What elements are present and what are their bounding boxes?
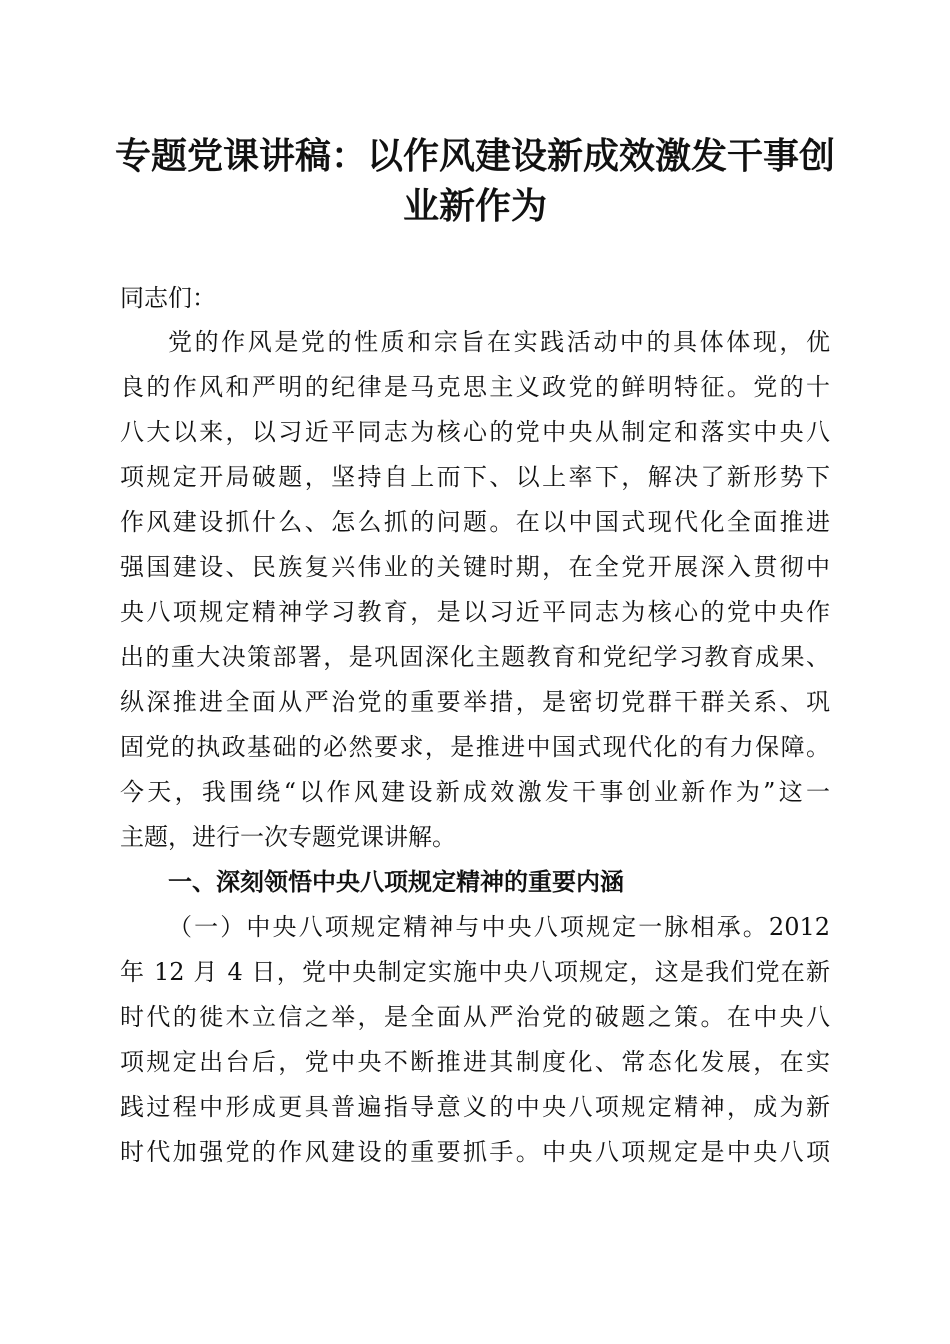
paragraph-line: 年 12 月 4 日，党中央制定实施中央八项规定，这是我们党在新 xyxy=(120,958,830,986)
section-heading: 一、深刻领悟中央八项规定精神的重要内涵 xyxy=(168,868,624,896)
paragraph-line: （一）中央八项规定精神与中央八项规定一脉相承。2012 xyxy=(168,913,830,941)
paragraph-line: 作风建设抓什么、怎么抓的问题。在以中国式现代化全面推进 xyxy=(120,508,830,536)
paragraph-line: 良的作风和严明的纪律是马克思主义政党的鲜明特征。党的十 xyxy=(120,373,830,401)
paragraph-line: 项规定开局破题，坚持自上而下、以上率下，解决了新形势下 xyxy=(120,463,830,491)
paragraph-line: 央八项规定精神学习教育，是以习近平同志为核心的党中央作 xyxy=(120,598,830,626)
salutation: 同志们： xyxy=(120,284,216,312)
document-title-line-1: 专题党课讲稿：以作风建设新成效激发干事创 xyxy=(114,135,835,177)
paragraph-line: 八大以来，以习近平同志为核心的党中央从制定和落实中央八 xyxy=(120,418,830,446)
paragraph-line: 出的重大决策部署，是巩固深化主题教育和党纪学习教育成果、 xyxy=(120,643,830,671)
paragraph-line: 项规定出台后，党中央不断推进其制度化、常态化发展，在实 xyxy=(120,1048,830,1076)
paragraph-line: 时代加强党的作风建设的重要抓手。中央八项规定是中央八项 xyxy=(120,1138,830,1166)
paragraph-line: 主题，进行一次专题党课讲解。 xyxy=(120,823,456,851)
paragraph-line: 时代的徙木立信之举，是全面从严治党的破题之策。在中央八 xyxy=(120,1003,830,1031)
paragraph-line: 纵深推进全面从严治党的重要举措，是密切党群干群关系、巩 xyxy=(120,688,830,716)
document-title-line-2: 业新作为 xyxy=(402,185,547,227)
paragraph-line: 强国建设、民族复兴伟业的关键时期，在全党开展深入贯彻中 xyxy=(120,553,830,581)
paragraph-line: 党的作风是党的性质和宗旨在实践活动中的具体体现，优 xyxy=(168,328,830,356)
paragraph-line: 践过程中形成更具普遍指导意义的中央八项规定精神，成为新 xyxy=(120,1093,830,1121)
paragraph-line: 固党的执政基础的必然要求，是推进中国式现代化的有力保障。 xyxy=(120,733,830,761)
paragraph-line: 今天，我围绕“以作风建设新成效激发干事创业新作为”这一 xyxy=(120,778,830,806)
